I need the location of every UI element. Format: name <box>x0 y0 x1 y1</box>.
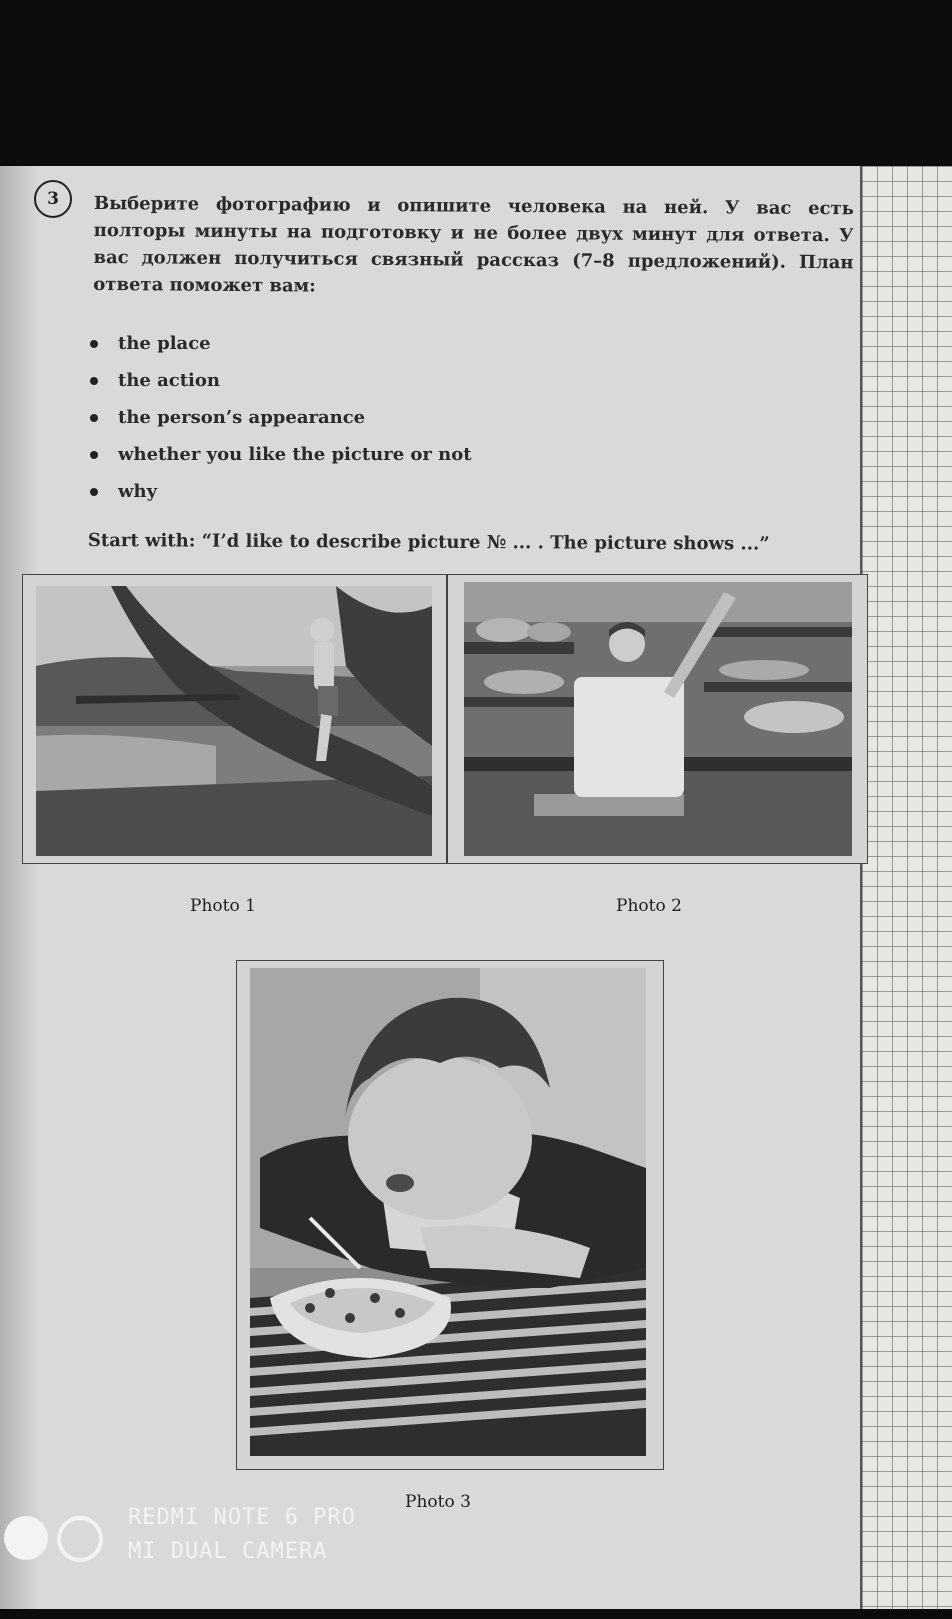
bullet-icon <box>90 414 98 422</box>
grid-paper-edge <box>860 166 952 1611</box>
start-with-phrase: Start with: “I’d like to describe picture № ... . The picture shows ...” <box>87 530 770 555</box>
plan-item-label: the person’s appearance <box>118 407 366 428</box>
bullet-icon <box>90 451 98 459</box>
watermark-ring-icon <box>57 1516 103 1562</box>
camera-watermark <box>0 1497 400 1567</box>
photo-2-caption: Photo 2 <box>616 896 682 916</box>
photo-2-image <box>464 582 852 856</box>
dark-background-top <box>0 0 952 166</box>
dark-background-bottom <box>0 1609 952 1619</box>
list-item <box>90 362 472 399</box>
task-number-badge: 3 <box>34 180 72 218</box>
photo-1-caption: Photo 1 <box>190 896 256 916</box>
list-item <box>90 325 472 362</box>
list-item <box>90 399 472 436</box>
watermark-model-text: REDMI NOTE 6 PRO <box>128 1505 356 1530</box>
list-item <box>90 473 472 510</box>
answer-plan-list <box>90 325 472 510</box>
bullet-icon <box>90 340 98 348</box>
task-instructions: Выберите фотографию и опишите человека на ней. У вас есть полторы минуты на подготовку и не более двух минут для ответа. У вас должен получиться связный рассказ (7–8 предложений). План ответа поможет вам: <box>93 192 854 297</box>
plan-item-label: whether you like the picture or not <box>118 444 472 465</box>
plan-item-label: why <box>118 481 158 502</box>
photo-1-image <box>36 586 432 856</box>
bullet-icon <box>90 488 98 496</box>
plan-item-label: the place <box>118 333 211 354</box>
watermark-dot-icon <box>4 1516 48 1560</box>
photo-3-image <box>250 968 646 1456</box>
photo-3-caption: Photo 3 <box>405 1492 471 1512</box>
watermark-camera-text: MI DUAL CAMERA <box>128 1539 328 1564</box>
list-item <box>90 436 472 473</box>
plan-item-label: the action <box>118 370 220 391</box>
photo-divider <box>446 574 448 864</box>
bullet-icon <box>90 377 98 385</box>
